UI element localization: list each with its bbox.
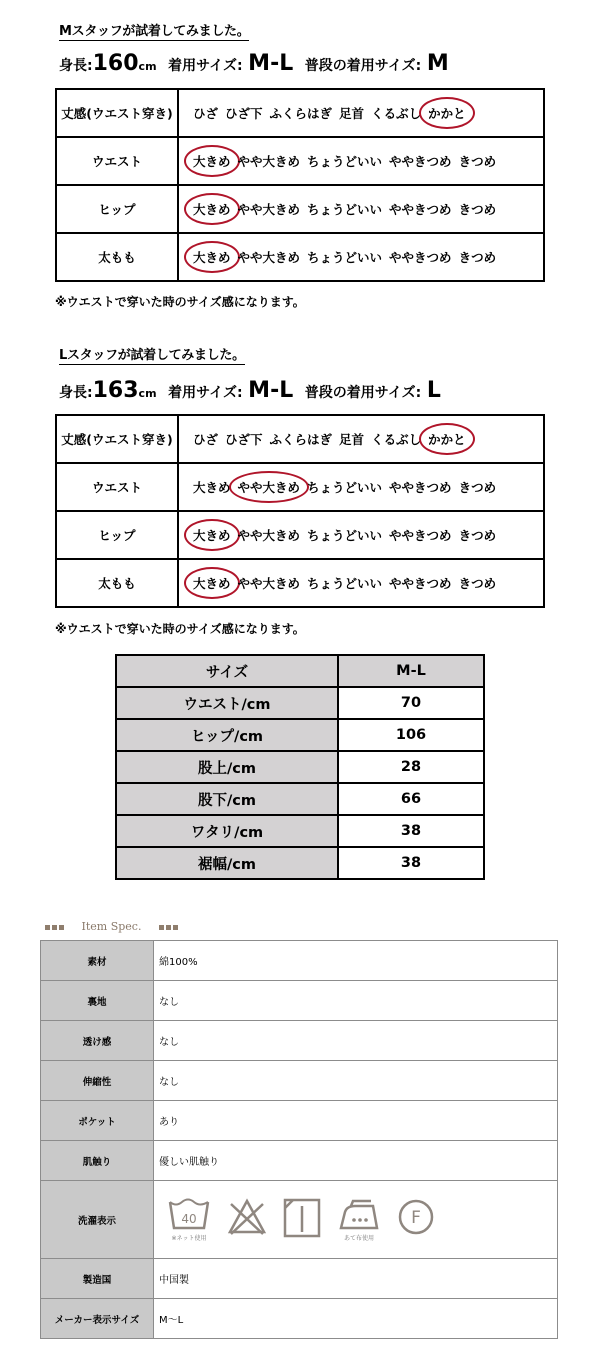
l_staff-fit-row xyxy=(56,559,544,607)
size-header-cell: サイズ xyxy=(116,655,338,687)
size-measure-label: ウエスト/cm xyxy=(116,687,338,719)
fit-option: ちょうどいい xyxy=(307,480,383,495)
fit-option: やや大きめ xyxy=(237,154,301,169)
svg-text:F: F xyxy=(411,1207,421,1228)
l-staff-note: ※ウエストで穿いた時のサイズ感になります。 xyxy=(55,622,305,636)
m-staff-title: Mスタッフが試着してみました。 xyxy=(59,20,249,41)
size-measure-label: 股上/cm xyxy=(116,751,338,783)
spec-key: 伸縮性 xyxy=(41,1061,154,1101)
size-table xyxy=(115,654,485,880)
fit-option: ふくらはぎ xyxy=(269,106,333,121)
spec-row xyxy=(41,1141,558,1181)
fit-option-selected: かかと xyxy=(428,106,466,121)
fit-option: きつめ xyxy=(458,576,497,591)
m_staff-fit-row xyxy=(56,137,544,185)
fit-option: やや大きめ xyxy=(237,250,301,265)
m-staff-fit-table xyxy=(55,88,545,282)
spec-value: 綿100% xyxy=(154,941,558,981)
fit-option: ふくらはぎ xyxy=(269,432,333,447)
spec-row xyxy=(41,1299,558,1339)
l_staff-fit-row xyxy=(56,511,544,559)
spec-value: あり xyxy=(154,1101,558,1141)
spec-row xyxy=(41,981,558,1021)
fit-option: ひざ xyxy=(193,432,219,447)
line-dry-shade-icon xyxy=(283,1198,321,1238)
dry-clean-f-icon xyxy=(397,1198,435,1236)
fit-option: きつめ xyxy=(458,528,497,543)
size-table-row xyxy=(116,687,484,719)
l_staff-fit-row xyxy=(56,415,544,463)
m_staff-fit-row xyxy=(56,233,544,281)
fit-row-label: ヒップ xyxy=(56,511,178,559)
spec-row xyxy=(41,1061,558,1101)
fit-option: やや大きめ xyxy=(237,202,301,217)
fit-option: ややきつめ xyxy=(389,250,452,265)
spec-key: ポケット xyxy=(41,1101,154,1141)
size-table-row xyxy=(116,783,484,815)
m_staff-fit-row xyxy=(56,89,544,137)
fit-option: きつめ xyxy=(458,154,497,169)
fit-option: ややきつめ xyxy=(389,202,452,217)
size-measure-value: 38 xyxy=(338,815,484,847)
fit-option: ちょうどいい xyxy=(307,250,383,265)
size-table-header xyxy=(116,655,484,687)
fit-options xyxy=(178,415,544,463)
no-bleach-icon xyxy=(227,1198,267,1236)
m-staff-info: 身長:160cm 着用サイズ: M-L 普段の着用サイズ: M xyxy=(59,51,449,76)
fit-option: きつめ xyxy=(458,480,497,495)
spec-value: なし xyxy=(154,1021,558,1061)
fit-option-selected: 大きめ xyxy=(193,576,231,591)
fit-option-selected: 大きめ xyxy=(193,250,231,265)
size-measure-value: 106 xyxy=(338,719,484,751)
spec-key: 肌触り xyxy=(41,1141,154,1181)
fit-row-label: 丈感(ウエスト穿き) xyxy=(56,89,178,137)
fit-options xyxy=(178,137,544,185)
fit-option: ややきつめ xyxy=(389,480,452,495)
size-measure-value: 66 xyxy=(338,783,484,815)
fit-row-label: ウエスト xyxy=(56,463,178,511)
fit-option: ややきつめ xyxy=(389,528,452,543)
fit-option: やや大きめ xyxy=(237,528,301,543)
size-table-row xyxy=(116,847,484,879)
fit-option: ややきつめ xyxy=(389,576,452,591)
size-measure-label: 裾幅/cm xyxy=(116,847,338,879)
fit-row-label: 太もも xyxy=(56,233,178,281)
fit-option: やや大きめ xyxy=(237,576,301,591)
fit-option: 足首 xyxy=(339,432,365,447)
fit-option: ややきつめ xyxy=(389,154,452,169)
spec-key: 裏地 xyxy=(41,981,154,1021)
spec-key: 洗濯表示 xyxy=(41,1181,154,1259)
spec-key: 素材 xyxy=(41,941,154,981)
m_staff-fit-row xyxy=(56,185,544,233)
spec-value: M〜L xyxy=(154,1299,558,1339)
spec-row xyxy=(41,941,558,981)
fit-option: ひざ下 xyxy=(225,106,263,121)
fit-option: ちょうどいい xyxy=(307,202,383,217)
spec-value: なし xyxy=(154,981,558,1021)
fit-option: 大きめ xyxy=(193,480,231,495)
fit-options xyxy=(178,463,544,511)
spec-row xyxy=(41,1181,558,1259)
spec-key: メーカー表示サイズ xyxy=(41,1299,154,1339)
fit-option: 足首 xyxy=(339,106,365,121)
fit-option: ちょうどいい xyxy=(307,154,383,169)
size-measure-value: 28 xyxy=(338,751,484,783)
m-staff-note: ※ウエストで穿いた時のサイズ感になります。 xyxy=(55,295,305,309)
fit-option: きつめ xyxy=(458,250,497,265)
spec-row xyxy=(41,1021,558,1061)
spec-row xyxy=(41,1101,558,1141)
care-labels xyxy=(154,1181,558,1259)
size-measure-label: ヒップ/cm xyxy=(116,719,338,751)
spec-value: 中国製 xyxy=(154,1259,558,1299)
spec-row xyxy=(41,1259,558,1299)
fit-options xyxy=(178,559,544,607)
spec-key: 製造国 xyxy=(41,1259,154,1299)
l-staff-title: Lスタッフが試着してみました。 xyxy=(59,344,245,365)
fit-option-selected: 大きめ xyxy=(193,202,231,217)
spec-key: 透け感 xyxy=(41,1021,154,1061)
iron-cloth-icon xyxy=(337,1198,381,1242)
fit-option-selected: やや大きめ xyxy=(237,480,301,495)
size-measure-value: 70 xyxy=(338,687,484,719)
fit-option: ひざ下 xyxy=(225,432,263,447)
fit-options xyxy=(178,233,544,281)
fit-option: きつめ xyxy=(458,202,497,217)
fit-option: くるぶし xyxy=(371,432,422,447)
fit-options xyxy=(178,511,544,559)
wash-40-net-icon xyxy=(167,1198,211,1242)
l-staff-info: 身長:163cm 着用サイズ: M-L 普段の着用サイズ: L xyxy=(59,378,441,403)
spec-value: 優しい肌触り xyxy=(154,1141,558,1181)
fit-options xyxy=(178,89,544,137)
item-spec-heading: Item Spec. xyxy=(45,920,180,933)
size-measure-value: 38 xyxy=(338,847,484,879)
spec-value: なし xyxy=(154,1061,558,1101)
size-measure-label: 股下/cm xyxy=(116,783,338,815)
fit-row-label: 太もも xyxy=(56,559,178,607)
fit-option: くるぶし xyxy=(371,106,422,121)
svg-text:40: 40 xyxy=(181,1211,197,1226)
fit-row-label: ウエスト xyxy=(56,137,178,185)
l_staff-fit-row xyxy=(56,463,544,511)
size-header-cell: M-L xyxy=(338,655,484,687)
size-table-row xyxy=(116,719,484,751)
item-spec-table xyxy=(40,940,558,1339)
size-measure-label: ワタリ/cm xyxy=(116,815,338,847)
fit-option: ちょうどいい xyxy=(307,576,383,591)
fit-option-selected: 大きめ xyxy=(193,528,231,543)
care-caption: ※ネット使用 xyxy=(171,1234,207,1242)
fit-row-label: ヒップ xyxy=(56,185,178,233)
fit-row-label: 丈感(ウエスト穿き) xyxy=(56,415,178,463)
fit-option-selected: 大きめ xyxy=(193,154,231,169)
care-caption: あて布使用 xyxy=(343,1234,374,1242)
fit-option: ちょうどいい xyxy=(307,528,383,543)
size-table-row xyxy=(116,815,484,847)
l-staff-fit-table xyxy=(55,414,545,608)
fit-option: ひざ xyxy=(193,106,219,121)
size-table-row xyxy=(116,751,484,783)
fit-option-selected: かかと xyxy=(428,432,466,447)
fit-options xyxy=(178,185,544,233)
